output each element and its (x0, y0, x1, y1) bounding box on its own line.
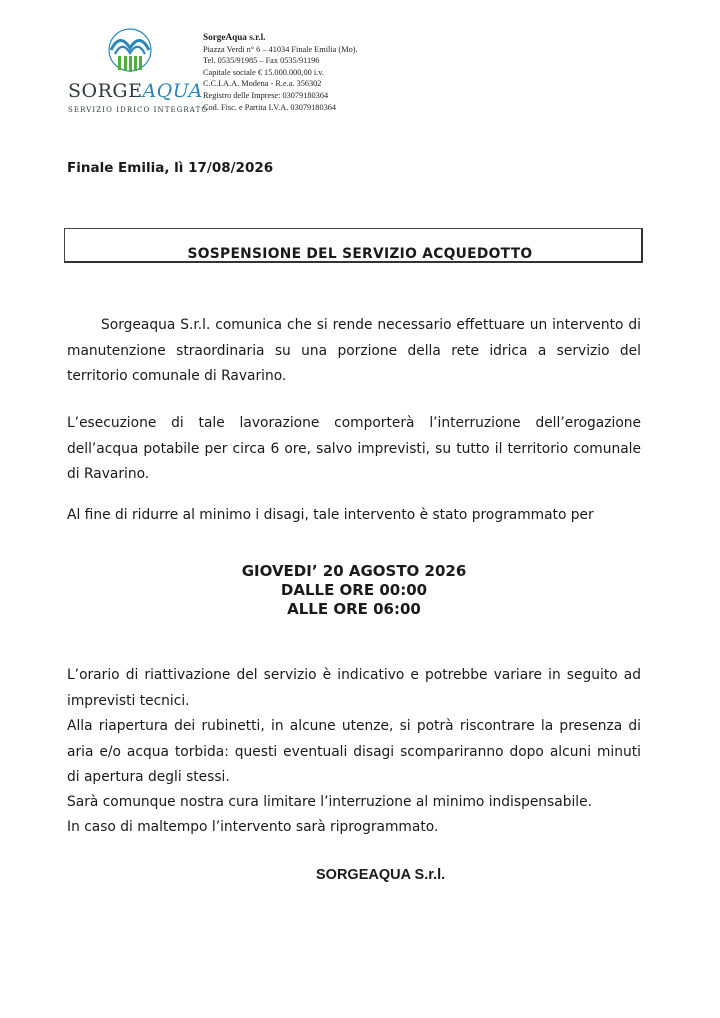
date-line: Finale Emilia, lì 17/08/2026 (67, 160, 274, 176)
logo-wordmark (68, 80, 203, 102)
logo-word-part1: SORGE (68, 80, 143, 102)
logo-subtitle: SERVIZIO IDRICO INTEGRATO (68, 106, 209, 114)
fountain-logo-icon (102, 28, 158, 80)
company-phone: Tel. 0535/91985 – Fax 0535/91196 (203, 56, 320, 66)
paragraph-commitment: Sarà comunque nostra cura limitare l’interruzione al minimo indispensabile. (67, 794, 592, 810)
company-address: Piazza Verdi n° 6 – 41034 Finale Emilia (Mo). (203, 44, 358, 54)
paragraph-intro: Sorgeaqua S.r.l. comunica che si rende necessario effettuare un intervento di manutenzione straordinaria su una porzione della rete idrica a servizio del territorio comunale di Ravarino. (67, 317, 641, 384)
event-end: ALLE ORE 06:00 (287, 600, 421, 618)
logo-word-part2: AQUA (142, 80, 203, 102)
paragraph-bad-weather: In caso di maltempo l’intervento sarà riprogrammato. (67, 819, 439, 835)
event-day: GIOVEDI’ 20 AGOSTO 2026 (241, 562, 467, 580)
event-schedule (67, 562, 641, 619)
paragraph-reactivation: L’orario di riattivazione del servizio è indicativo e potrebbe variare in seguito ad imprevisti tecnici. (67, 667, 641, 709)
notice-title: SOSPENSIONE DEL SERVIZIO ACQUEDOTTO (187, 246, 533, 262)
paragraph-interruption: L’esecuzione di tale lavorazione comporterà l’interruzione dell’erogazione dell’acqua potabile per circa 6 ore, salvo imprevisti, su tutto il territorio comunale di Ravarino. (67, 415, 641, 482)
company-info (203, 32, 358, 113)
company-vat: Cod. Fisc. e Partita I.V.A. 03079180364 (203, 102, 337, 112)
company-name: SorgeAqua s.r.l. (203, 32, 266, 42)
company-logo (68, 28, 209, 118)
event-start: DALLE ORE 00:00 (280, 581, 428, 599)
paragraph-schedule: Al fine di ridurre al minimo i disagi, tale intervento è stato programmato per (67, 507, 594, 523)
company-register: Registro delle Imprese: 03079180364 (203, 90, 329, 100)
company-capital: Capitale sociale € 15.000.000,00 i.v. (203, 67, 324, 77)
signature: SORGEAQUA S.r.l. (316, 867, 446, 883)
paragraph-turbid-water: Alla riapertura dei rubinetti, in alcune utenze, si potrà riscontrare la presenza di aria e/o acqua torbida: questi eventuali disagi scompariranno dopo alcuni minuti di apertura degli stessi. (67, 718, 641, 785)
company-rea: C.C.I.A.A. Modena - R.e.a. 356302 (203, 79, 322, 89)
